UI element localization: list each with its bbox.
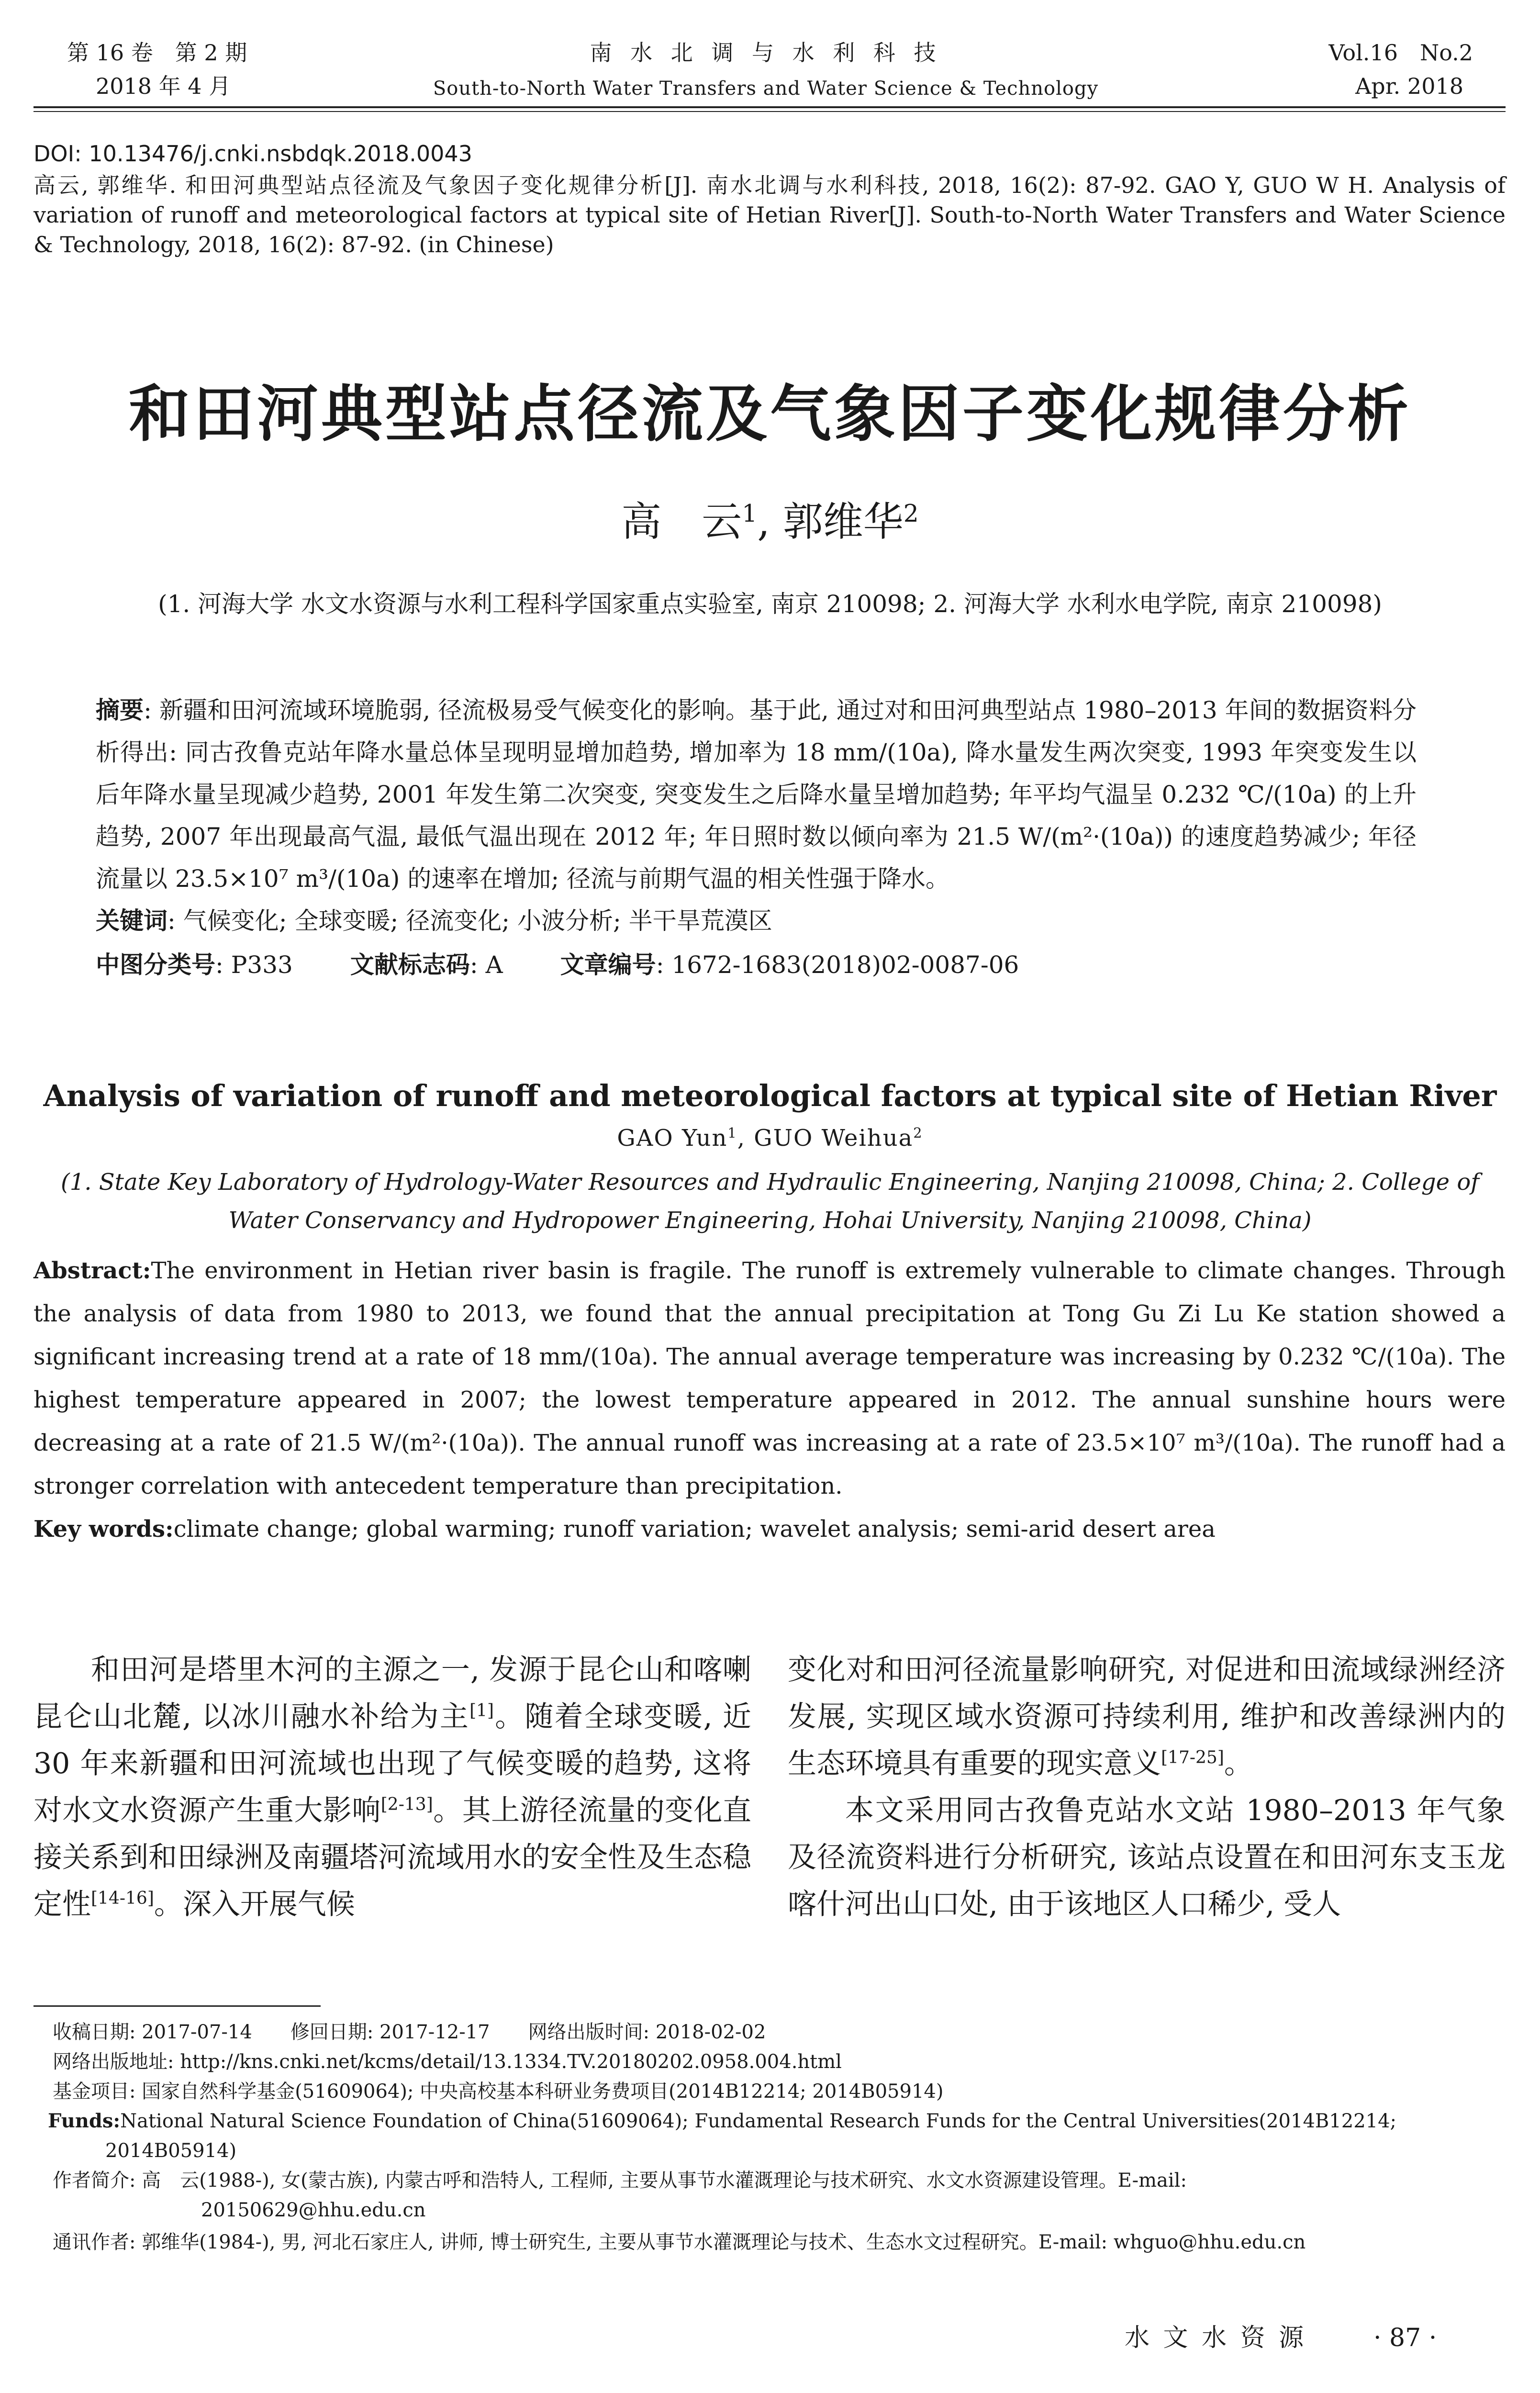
affiliation-cn: (1. 河海大学 水文水资源与水利工程科学国家重点实验室, 南京 210098; 2. 河海大学 水利水电学院, 南京 210098) — [158, 590, 1382, 618]
footnote-fund-en — [48, 2106, 1507, 2136]
date-en: Apr. 2018 — [1355, 73, 1463, 99]
keywords-cn-label: 关键词 — [96, 906, 167, 935]
article-id-value: : 1672-1683(2018)02-0087-06 — [656, 951, 1019, 979]
footnote-author-bio-email: 20150629@hhu.edu.cn — [201, 2199, 426, 2221]
abstract-en-text: The environment in Hetian river basin is fragile. The runoff is extremely vulnerable to climate changes. Through the analysis of data from 1980 to 2013, we found that the annual precipitation at Tong Gu Zi Lu Ke station showed a significant increasing trend at a rate of 18 mm/(10a). The annual average temperature was increasing by 0.232 ℃/(10a). The highest temperature appeared in 2007; the lowest temperature appeared in 2012. The annual sunshine hours were decreasing at a rate of 21.5 W/(m²·(10a)). The annual runoff was increasing at a rate of 23.5×10⁷ m³/(10a). The runoff had a stronger correlation with antecedent temperature than precipitation. — [33, 1257, 1506, 1499]
author-2-affil-mark: 2 — [903, 499, 919, 527]
journal-title-cn: 南 水 北 调 与 水 利 科 技 — [590, 40, 942, 66]
footnote-online-address: 网络出版地址: http://kns.cnki.net/kcms/detail/13.1334.TV.20180202.0958.004.html — [53, 2051, 842, 2073]
footnote-author-bio: 作者简介: 高 云(1988-), 女(蒙古族), 内蒙古呼和浩特人, 工程师, 主要从事节水灌溉理论与技术研究、水文水资源建设管理。E-mail: — [53, 2169, 1187, 2192]
article-id-label: 文章编号 — [560, 950, 656, 979]
body-column-1 — [33, 1646, 751, 1928]
clc-value: : P333 — [215, 951, 293, 979]
body-column-2 — [788, 1646, 1506, 1928]
fund-en-text: National Natural Science Foundation of China(51609064); Fundamental Research Funds for the Central Universities(2014B12214; — [120, 2110, 1397, 2132]
keywords-en — [33, 1508, 1506, 1551]
author-1-en-affil-mark: 1 — [727, 1125, 737, 1141]
author-2-en: GUO Weihua — [754, 1125, 914, 1152]
author-1-cn: 高 云 — [621, 498, 742, 545]
volume-issue-en: Vol.16 No.2 — [1328, 40, 1473, 66]
fund-en-label: Funds: — [48, 2110, 121, 2132]
journal-title-en: South-to-North Water Transfers and Water Science & Technology — [433, 78, 1099, 100]
keywords-en-text: climate change; global warming; runoff variation; wavelet analysis; semi-arid desert area — [173, 1516, 1216, 1543]
body-col2-text-1: 变化对和田河径流量影响研究, 对促进和田流域绿洲经济发展, 实现区域水资源可持续利用, 维护和改善绿洲内的生态环境具有重要的现实意义 — [788, 1653, 1506, 1780]
citation-ref-1: [1] — [469, 1701, 494, 1721]
doi: DOI: 10.13476/j.cnki.nsbdqk.2018.0043 — [33, 141, 472, 167]
volume-issue-cn: 第 16 卷 第 2 期 — [67, 40, 247, 66]
citation-ref-4: [17-25] — [1161, 1748, 1224, 1767]
author-2-en-affil-mark: 2 — [913, 1125, 923, 1141]
body-col2-paragraph-1 — [788, 1646, 1506, 1787]
affiliation-en-line-2: Water Conservancy and Hydropower Engineering, Hohai University, Nanjing 210098, China) — [228, 1207, 1312, 1234]
footnote-dates: 收稿日期: 2017-07-14 修回日期: 2017-12-17 网络出版时间: 2018-02-02 — [53, 2021, 766, 2043]
citation: 高云, 郭维华. 和田河典型站点径流及气象因子变化规律分析[J]. 南水北调与水利科技, 2018, 16(2): 87-92. GAO Y, GUO W H. Analysis of variation of runoff and meteorological factors at typical site of Hetian River[J]. South-to-North Water Transfers and Water Science & Technology, 2018, 16(2): 87-92. (in Chinese) — [33, 172, 1506, 257]
author-2-cn: 郭维华 — [782, 498, 904, 545]
header-rule-thin — [33, 111, 1506, 112]
paper-title-en: Analysis of variation of runoff and meteorological factors at typical site of Hetian River — [43, 1078, 1497, 1113]
doc-code-label: 文献标志码 — [350, 950, 470, 979]
authors-cn — [0, 498, 1540, 546]
abstract-cn-label: 摘要 — [96, 696, 144, 724]
classification-cn — [96, 944, 1417, 986]
body-col2-text-1-end: 。 — [1224, 1747, 1253, 1780]
author-en-separator: , — [737, 1125, 754, 1152]
body-col1-text-4: 。深入开展气候 — [154, 1888, 355, 1921]
doc-code-value: : A — [469, 951, 503, 979]
body-col1-text-2: 。随着全球变暖, 近 30 年来新疆和田河流域也出现了气候变暖的趋势, 这将对水文水资源产生重大影响 — [33, 1700, 751, 1827]
author-separator: , — [757, 498, 783, 545]
page-number: · 87 · — [1373, 2324, 1437, 2352]
affiliation-en-line-1: (1. State Key Laboratory of Hydrology-Water Resources and Hydraulic Engineering, Nanjing 210098, China; 2. College of — [61, 1169, 1479, 1196]
header-rule — [33, 106, 1506, 108]
footnote-corresponding-author: 通讯作者: 郭维华(1984-), 男, 河北石家庄人, 讲师, 博士研究生, 主要从事节水灌溉理论与技术、生态水文过程研究。E-mail: whguo@hhu.edu.cn — [53, 2231, 1306, 2253]
body-col1-text-3: 。其上游径流量的变化直接关系到和田绿洲及南疆塔河流域用水的安全性及生态稳定性 — [33, 1794, 752, 1921]
keywords-en-label: Key words: — [33, 1516, 174, 1543]
body-col2-paragraph-2: 本文采用同古孜鲁克站水文站 1980–2013 年气象及径流资料进行分析研究, 该站点设置在和田河东支玉龙喀什河出山口处, 由于该地区人口稀少, 受人 — [788, 1794, 1506, 1921]
authors-en — [0, 1123, 1540, 1153]
footnote-rule — [33, 2005, 321, 2007]
abstract-cn — [96, 689, 1417, 900]
citation-ref-2: [2-13] — [380, 1795, 433, 1814]
paper-title-cn: 和田河典型站点径流及气象因子变化规律分析 — [128, 378, 1411, 450]
citation-ref-3: [14-16] — [91, 1889, 154, 1908]
abstract-cn-text: : 新疆和田河流域环境脆弱, 径流极易受气候变化的影响。基于此, 通过对和田河典型站点 1980–2013 年间的数据资料分析得出: 同古孜鲁克站年降水量总体呈现明显增加趋势, 增加率为 18 mm/(10a), 降水量发生两次突变, 1993 年突变发生以后年降水量呈现减少趋势, 2001 年发生第二次突变, 突变发生之后降水量呈增加趋势; 年平均气温呈 0.232 ℃/(10a) 的上升趋势, 2007 年出现最高气温, 最低气温出现在 2012 年; 年日照时数以倾向率为 21.5 W/(m²·(10a)) 的速度趋势减少; 年径流量以 23.5×10⁷ m³/(10a) 的速率在增加; 径流与前期气温的相关性强于降水。 — [96, 696, 1417, 893]
date-cn: 2018 年 4 月 — [96, 73, 231, 99]
clc-label: 中图分类号 — [96, 950, 215, 979]
keywords-cn-text: : 气候变化; 全球变暖; 径流变化; 小波分析; 半干旱荒漠区 — [167, 907, 772, 935]
author-1-en: GAO Yun — [617, 1125, 728, 1152]
body-col1-text-1: 和田河是塔里木河的主源之一, 发源于昆仑山和喀喇昆仑山北麓, 以冰川融水补给为主 — [33, 1653, 751, 1733]
footnote-fund-en-cont: 2014B05914) — [105, 2140, 237, 2162]
footnote-fund-cn: 基金项目: 国家自然科学基金(51609064); 中央高校基本科研业务费项目(2014B12214; 2014B05914) — [53, 2080, 944, 2102]
page-section-label: 水 文 水 资 源 — [1125, 2324, 1307, 2352]
abstract-en-label: Abstract: — [33, 1257, 151, 1284]
author-1-affil-mark: 1 — [742, 499, 758, 527]
abstract-en — [33, 1249, 1506, 1508]
keywords-cn — [96, 900, 1417, 942]
